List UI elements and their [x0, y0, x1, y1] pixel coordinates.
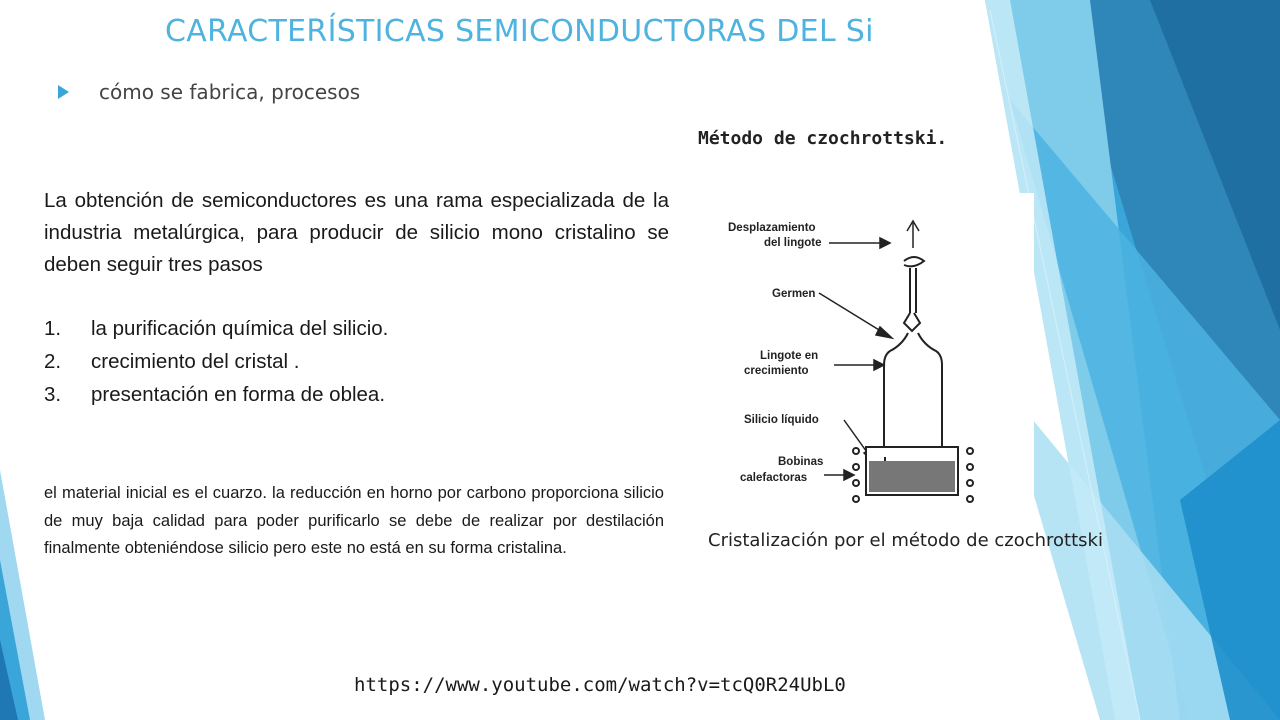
bullet-text: cómo se fabrica, procesos: [99, 80, 361, 104]
figure-caption: Cristalización por el método de czochrottski: [708, 530, 1103, 551]
label-liquid: Silicio líquido: [744, 414, 819, 426]
step-text: presentación en forma de oblea.: [91, 383, 386, 406]
step-number: 2.: [44, 350, 62, 373]
source-url[interactable]: https://www.youtube.com/watch?v=tcQ0R24UbL0: [354, 674, 846, 696]
step-text: crecimiento del cristal .: [91, 350, 300, 373]
slide-title: CARACTERÍSTICAS SEMICONDUCTORAS DEL Si: [165, 14, 874, 49]
list-item: [44, 378, 669, 411]
label-displacement-1: Desplazamiento: [728, 222, 816, 234]
intro-paragraph: La obtención de semiconductores es una rama especializada de la industria metalúrgica, para producir de silicio mono cristalino se deben seguir tres pasos: [44, 189, 669, 276]
label-seed: Germen: [772, 288, 816, 300]
czochralski-diagram-svg: [704, 193, 1034, 515]
bullet-item: [58, 80, 360, 104]
label-ingot-2: crecimiento: [744, 365, 809, 377]
czochralski-diagram: [704, 193, 1034, 515]
step-number: 1.: [44, 317, 62, 340]
step-text: la purificación química del silicio.: [91, 317, 389, 340]
method-heading: Método de czochrottski.: [698, 128, 948, 149]
list-item: [44, 312, 669, 345]
label-displacement-2: del lingote: [764, 237, 822, 249]
steps-list: [44, 312, 669, 411]
label-ingot-1: Lingote en: [760, 350, 819, 362]
list-item: [44, 345, 669, 378]
label-coils-2: calefactoras: [740, 472, 808, 484]
quartz-paragraph: el material inicial es el cuarzo. la reducción en horno por carbono proporciona silicio de muy baja calidad para poder purificarlo se debe de realizar por destilación finalmente obteniéndose silicio pero este no está en su forma cristalina.: [44, 484, 664, 557]
triangle-bullet-icon: [58, 85, 69, 99]
step-number: 3.: [44, 383, 62, 406]
label-coils-1: Bobinas: [778, 456, 824, 468]
